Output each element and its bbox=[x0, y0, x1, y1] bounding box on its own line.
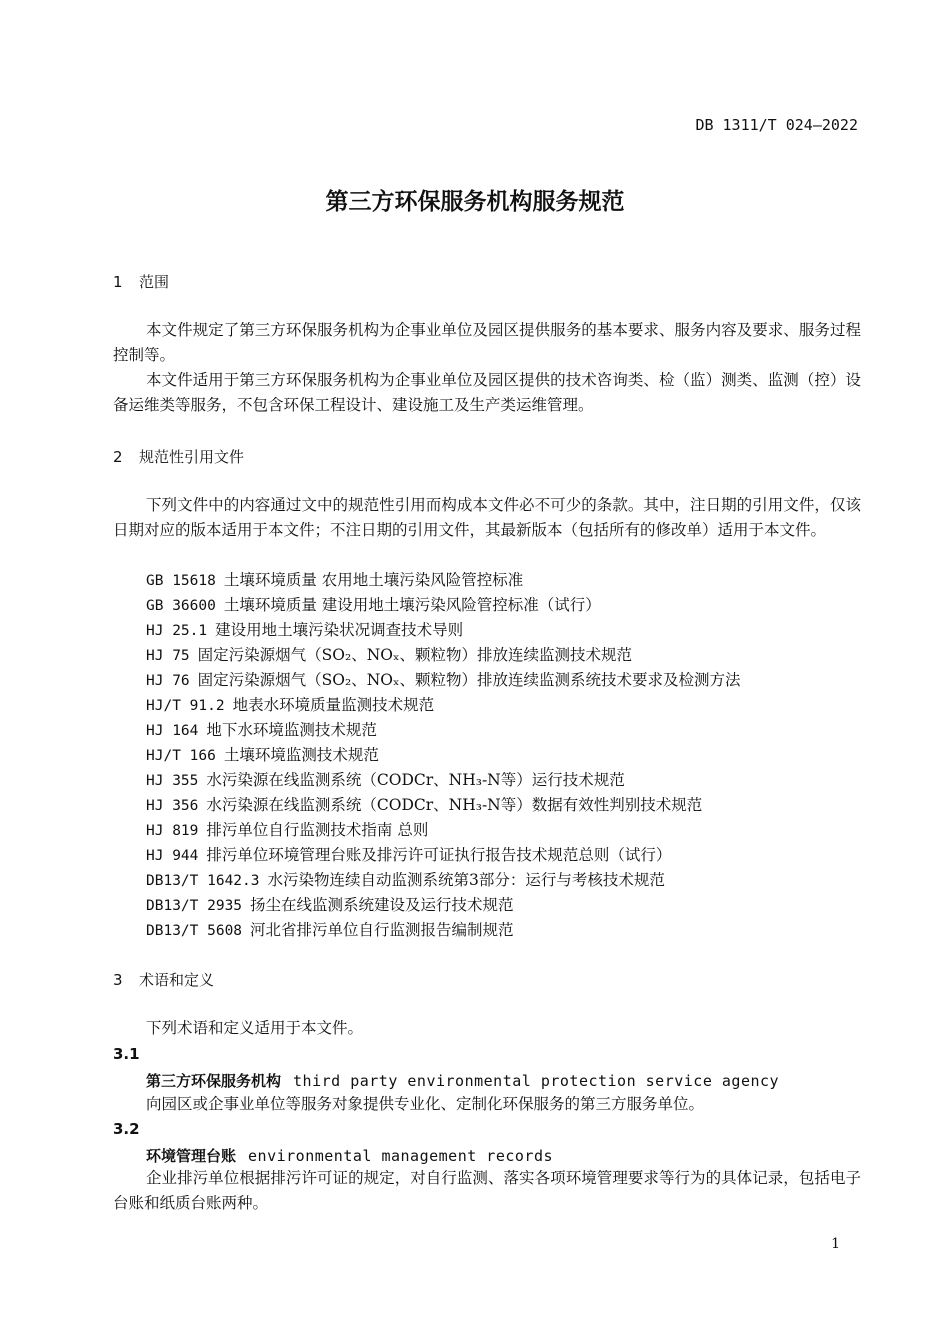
section-heading-3 bbox=[113, 969, 214, 990]
section-title: 规范性引用文件 bbox=[139, 448, 245, 466]
reference-item bbox=[146, 568, 741, 593]
reference-code: GB 36600 bbox=[146, 598, 216, 614]
term-name bbox=[146, 1145, 553, 1166]
section-number: 3 bbox=[113, 971, 123, 989]
section-heading-1 bbox=[113, 271, 169, 292]
reference-title: 排污单位环境管理台账及排污许可证执行报告技术规范总则（试行） bbox=[206, 846, 672, 864]
section-heading-2 bbox=[113, 446, 244, 467]
reference-item bbox=[146, 818, 741, 843]
reference-title: 建设用地土壤污染状况调查技术导则 bbox=[215, 621, 464, 639]
reference-code: HJ 75 bbox=[146, 648, 190, 664]
section-title: 术语和定义 bbox=[139, 971, 215, 989]
paragraph: 下列术语和定义适用于本文件。 bbox=[146, 1019, 364, 1037]
reference-code: HJ 819 bbox=[146, 823, 199, 839]
paragraph: 本文件适用于第三方环保服务机构为企事业单位及园区提供的技术咨询类、检（监）测类、监测（控）设备运维类等服务，不包含环保工程设计、建设施工及生产类运维管理。 bbox=[113, 371, 861, 414]
reference-item bbox=[146, 768, 741, 793]
reference-code: HJ 944 bbox=[146, 848, 199, 864]
page-number: 1 bbox=[831, 1236, 840, 1252]
reference-code: HJ/T 91.2 bbox=[146, 698, 225, 714]
reference-code: HJ/T 166 bbox=[146, 748, 216, 764]
reference-code: DB13/T 5608 bbox=[146, 923, 243, 939]
reference-title: 固定污染源烟气（SO₂、NOₓ、颗粒物）排放连续监测系统技术要求及检测方法 bbox=[197, 671, 741, 689]
term-name bbox=[146, 1070, 779, 1091]
reference-title: 扬尘在线监测系统建设及运行技术规范 bbox=[250, 896, 514, 914]
reference-title: 水污染源在线监测系统（CODCr、NH₃-N等）数据有效性判别技术规范 bbox=[206, 796, 703, 814]
reference-code: HJ 356 bbox=[146, 798, 199, 814]
reference-item bbox=[146, 718, 741, 743]
reference-title: 水污染物连续自动监测系统第3部分：运行与考核技术规范 bbox=[267, 871, 665, 889]
reference-item bbox=[146, 843, 741, 868]
reference-title: 土壤环境监测技术规范 bbox=[223, 746, 379, 764]
reference-title: 排污单位自行监测技术指南 总则 bbox=[206, 821, 429, 839]
term-english: environmental management records bbox=[248, 1147, 553, 1165]
reference-item bbox=[146, 693, 741, 718]
reference-item bbox=[146, 868, 741, 893]
reference-item bbox=[146, 643, 741, 668]
reference-code: HJ 355 bbox=[146, 773, 199, 789]
reference-code: HJ 25.1 bbox=[146, 623, 208, 639]
section-number: 2 bbox=[113, 448, 123, 466]
paragraph: 下列文件中的内容通过文中的规范性引用而构成本文件必不可少的条款。其中，注日期的引用文件，仅该日期对应的版本适用于本文件；不注日期的引用文件，其最新版本（包括所有的修改单）适用于本文件。 bbox=[113, 496, 861, 539]
reference-item bbox=[146, 618, 741, 643]
reference-title: 水污染源在线监测系统（CODCr、NH₃-N等）运行技术规范 bbox=[206, 771, 625, 789]
section-title: 范围 bbox=[139, 273, 170, 291]
reference-title: 土壤环境质量 农用地土壤污染风险管控标准 bbox=[223, 571, 524, 589]
term-chinese: 第三方环保服务机构 bbox=[146, 1072, 282, 1090]
paragraph: 本文件规定了第三方环保服务机构为企事业单位及园区提供服务的基本要求、服务内容及要求、服务过程控制等。 bbox=[113, 321, 861, 364]
reference-code: DB13/T 2935 bbox=[146, 898, 243, 914]
normative-references-list bbox=[146, 568, 741, 943]
term-number: 3.1 bbox=[113, 1045, 140, 1063]
reference-code: DB13/T 1642.3 bbox=[146, 873, 260, 889]
section-number: 1 bbox=[113, 273, 123, 291]
reference-title: 地表水环境质量监测技术规范 bbox=[232, 696, 435, 714]
term-english: third party environmental protection service agency bbox=[293, 1072, 780, 1090]
reference-code: HJ 76 bbox=[146, 673, 190, 689]
document-title: 第三方环保服务机构服务规范 bbox=[325, 189, 625, 215]
reference-title: 固定污染源烟气（SO₂、NOₓ、颗粒物）排放连续监测技术规范 bbox=[197, 646, 633, 664]
reference-title: 地下水环境监测技术规范 bbox=[206, 721, 377, 739]
term-number: 3.2 bbox=[113, 1120, 140, 1138]
reference-item bbox=[146, 593, 741, 618]
reference-item bbox=[146, 793, 741, 818]
reference-title: 河北省排污单位自行监测报告编制规范 bbox=[250, 921, 514, 939]
reference-item bbox=[146, 918, 741, 943]
reference-code: HJ 164 bbox=[146, 723, 199, 739]
term-chinese: 环境管理台账 bbox=[146, 1147, 237, 1165]
reference-title: 土壤环境质量 建设用地土壤污染风险管控标准（试行） bbox=[223, 596, 601, 614]
document-code: DB 1311/T 024—2022 bbox=[695, 116, 858, 134]
reference-code: GB 15618 bbox=[146, 573, 216, 589]
reference-item bbox=[146, 743, 741, 768]
term-definition: 企业排污单位根据排污许可证的规定，对自行监测、落实各项环境管理要求等行为的具体记录，包括电子台账和纸质台账两种。 bbox=[113, 1169, 861, 1212]
term-definition: 向园区或企事业单位等服务对象提供专业化、定制化环保服务的第三方服务单位。 bbox=[146, 1095, 705, 1113]
reference-item bbox=[146, 893, 741, 918]
reference-item bbox=[146, 668, 741, 693]
